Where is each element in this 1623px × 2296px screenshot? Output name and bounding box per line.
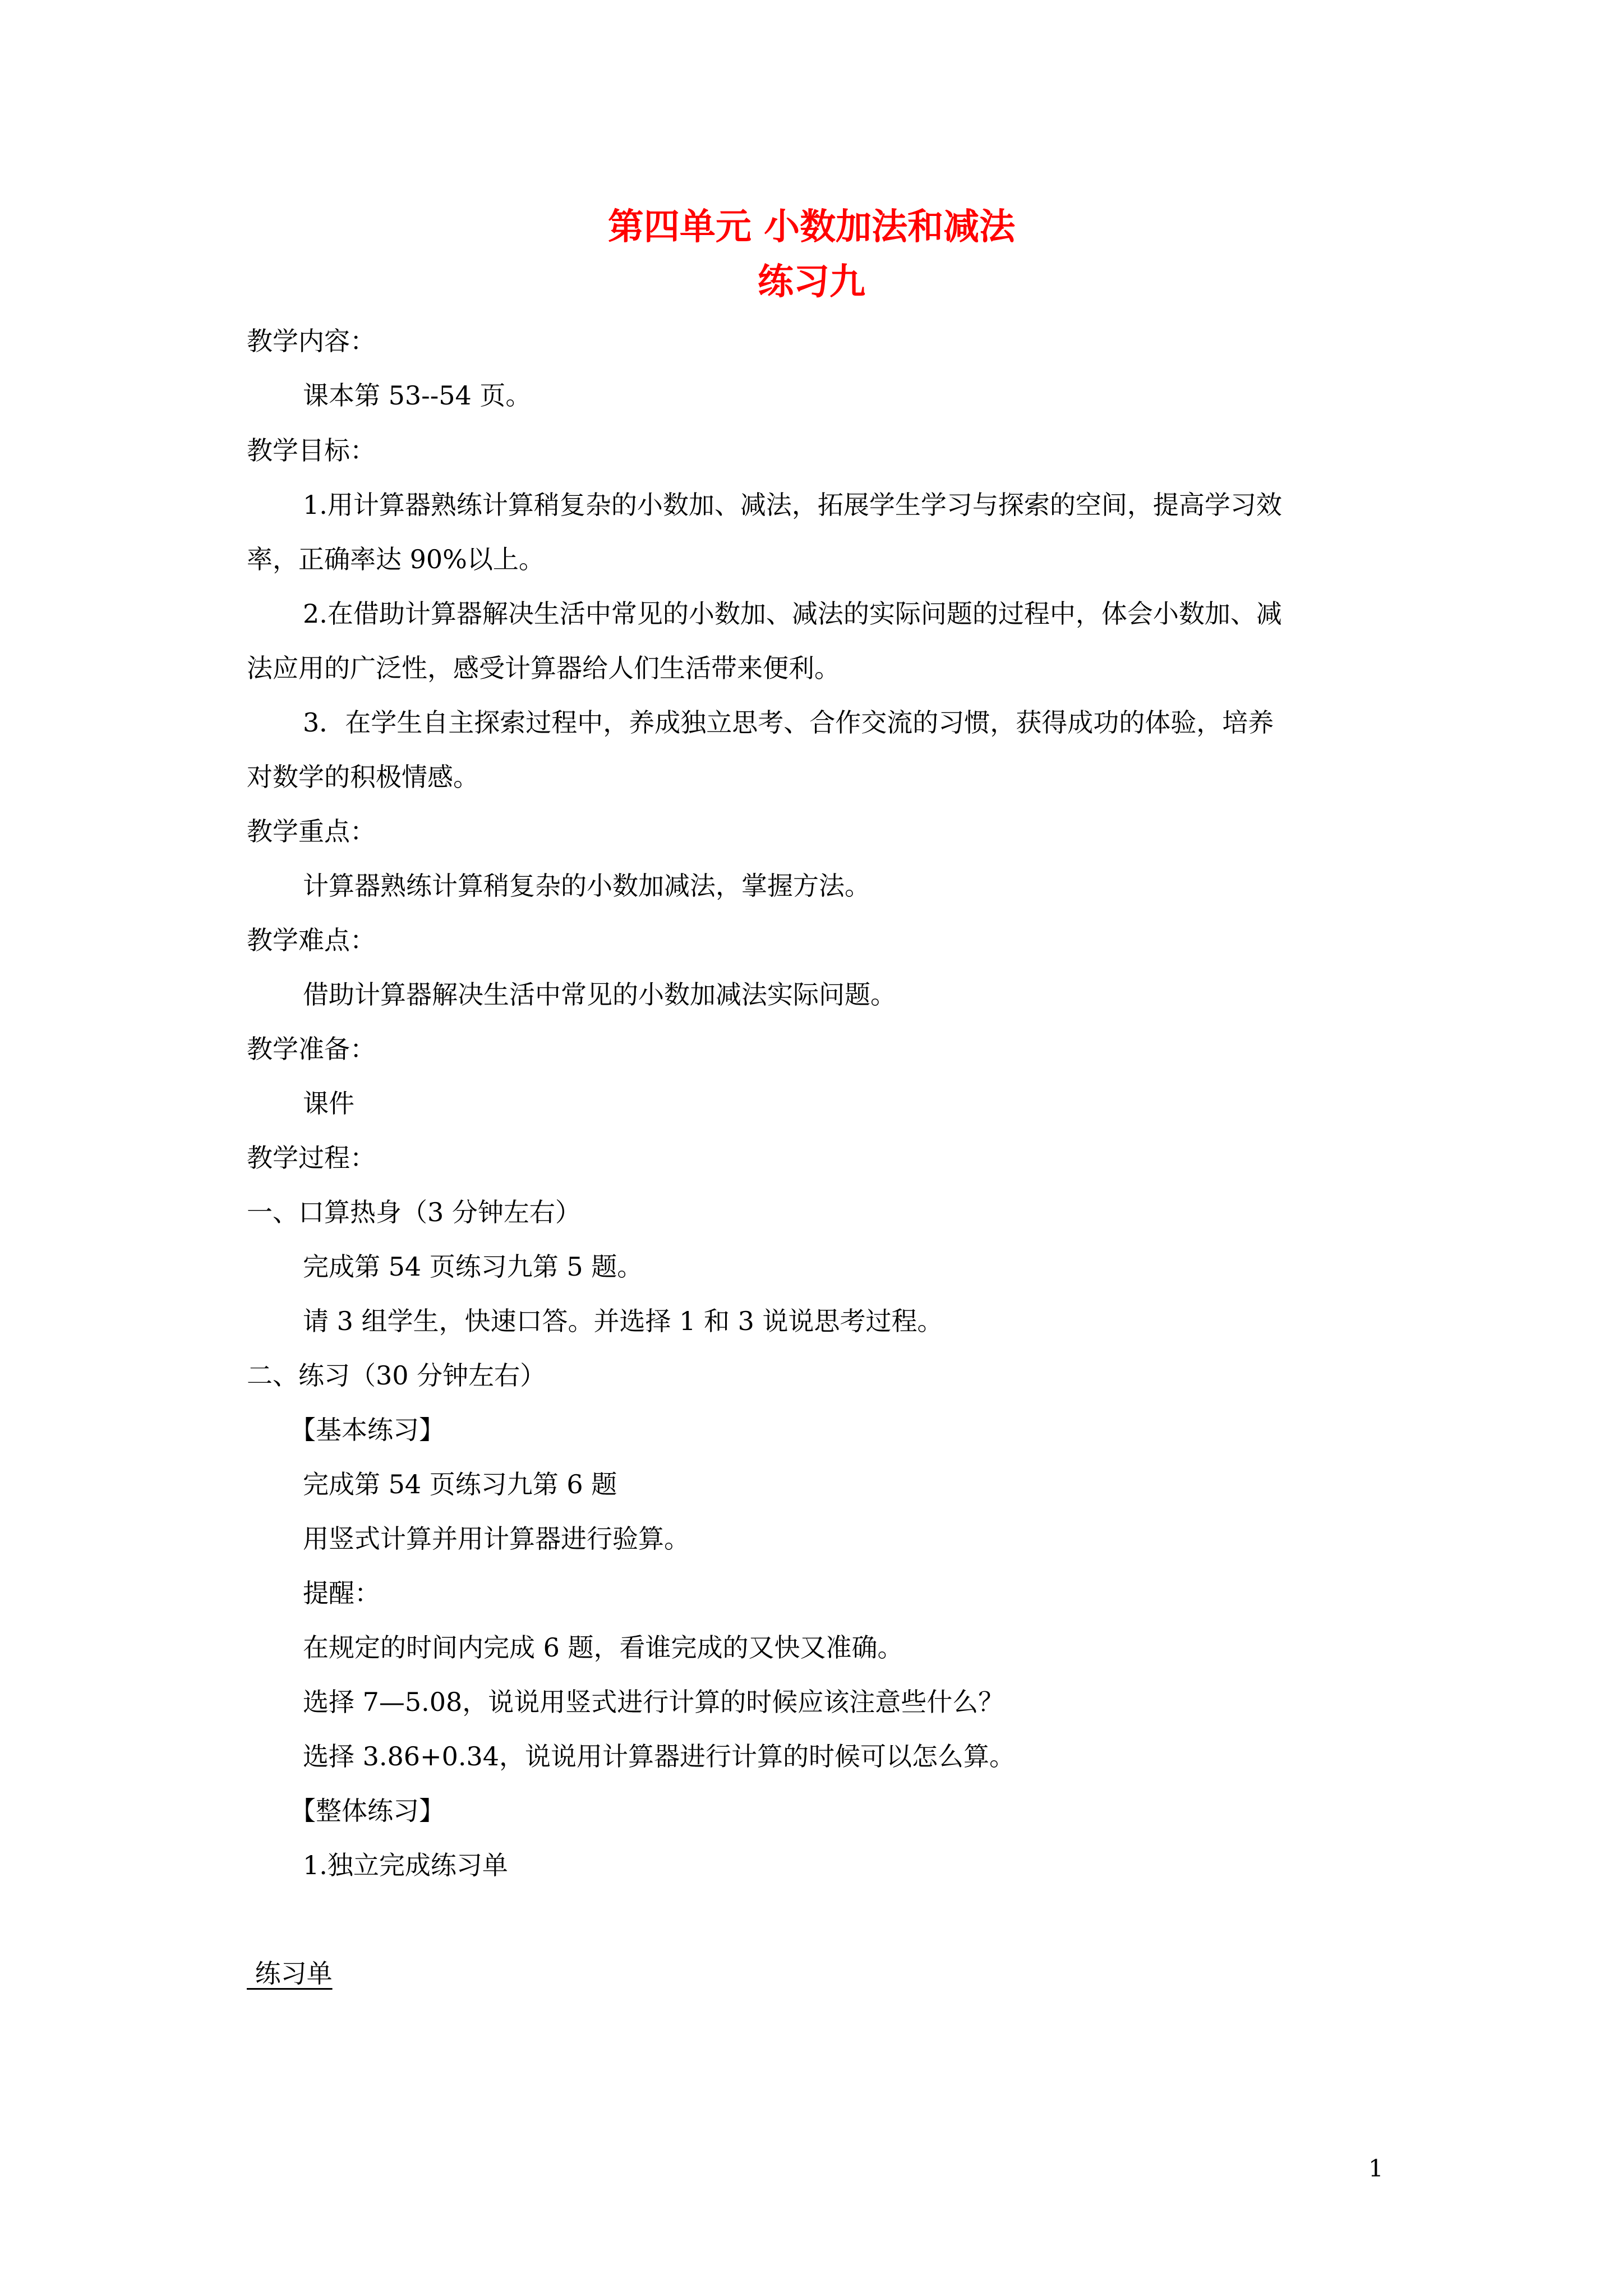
heading-key-points: 教学重点： (247, 816, 376, 846)
difficulties-text: 借助计算器解决生活中常见的小数加减法实际问题。 (303, 979, 896, 1010)
basic-practice-line-6: 选择 3.86+0.34，说说用计算器进行计算的时候可以怎么算。 (303, 1741, 1016, 1772)
goal-3-line-2: 对数学的积极情感。 (247, 762, 479, 792)
basic-practice-heading: 【基本练习】 (290, 1415, 445, 1445)
basic-practice-line-5: 选择 7—5.08，说说用竖式进行计算的时候应该注意些什么？ (303, 1687, 1004, 1717)
goal-1-line-2: 率，正确率达 90%以上。 (247, 544, 545, 574)
goal-2-line-2: 法应用的广泛性，感受计算器给人们生活带来便利。 (247, 653, 840, 683)
step-1-heading: 一、口算热身（3 分钟左右） (247, 1197, 581, 1227)
heading-teaching-goals: 教学目标： (247, 435, 376, 466)
teaching-content-text: 课本第 53--54 页。 (303, 380, 532, 411)
worksheet-label: 练习单 (247, 1958, 333, 1989)
goal-2-line-1: 2.在借助计算器解决生活中常见的小数加、减法的实际问题的过程中，体会小数加、减 (303, 599, 1282, 629)
step-1-line-1: 完成第 54 页练习九第 5 题。 (303, 1251, 643, 1282)
heading-preparation: 教学准备： (247, 1034, 376, 1064)
step-2-heading: 二、练习（30 分钟左右） (247, 1360, 546, 1391)
basic-practice-line-4: 在规定的时间内完成 6 题，看谁完成的又快又准确。 (303, 1632, 903, 1663)
document-subtitle: 练习九 (758, 261, 865, 303)
whole-practice-heading: 【整体练习】 (290, 1796, 445, 1826)
step-1-line-2: 请 3 组学生，快速口答。并选择 1 和 3 说说思考过程。 (303, 1306, 943, 1336)
basic-practice-line-3: 提醒： (303, 1578, 380, 1608)
key-points-text: 计算器熟练计算稍复杂的小数加减法，掌握方法。 (303, 871, 870, 901)
whole-practice-line-1: 1.独立完成练习单 (303, 1850, 508, 1880)
page-number: 1 (1368, 2155, 1384, 2182)
document-title: 第四单元 小数加法和减法 (607, 206, 1016, 248)
heading-difficulties: 教学难点： (247, 925, 376, 955)
heading-teaching-content: 教学内容： (247, 326, 376, 356)
basic-practice-line-1: 完成第 54 页练习九第 6 题 (303, 1469, 617, 1499)
goal-3-line-1: 3．在学生自主探索过程中，养成独立思考、合作交流的习惯，获得成功的体验，培养 (303, 707, 1274, 738)
preparation-text: 课件 (303, 1088, 354, 1119)
basic-practice-line-2: 用竖式计算并用计算器进行验算。 (303, 1524, 690, 1554)
heading-process: 教学过程： (247, 1143, 376, 1173)
goal-1-line-1: 1.用计算器熟练计算稍复杂的小数加、减法，拓展学生学习与探索的空间，提高学习效 (303, 490, 1282, 520)
